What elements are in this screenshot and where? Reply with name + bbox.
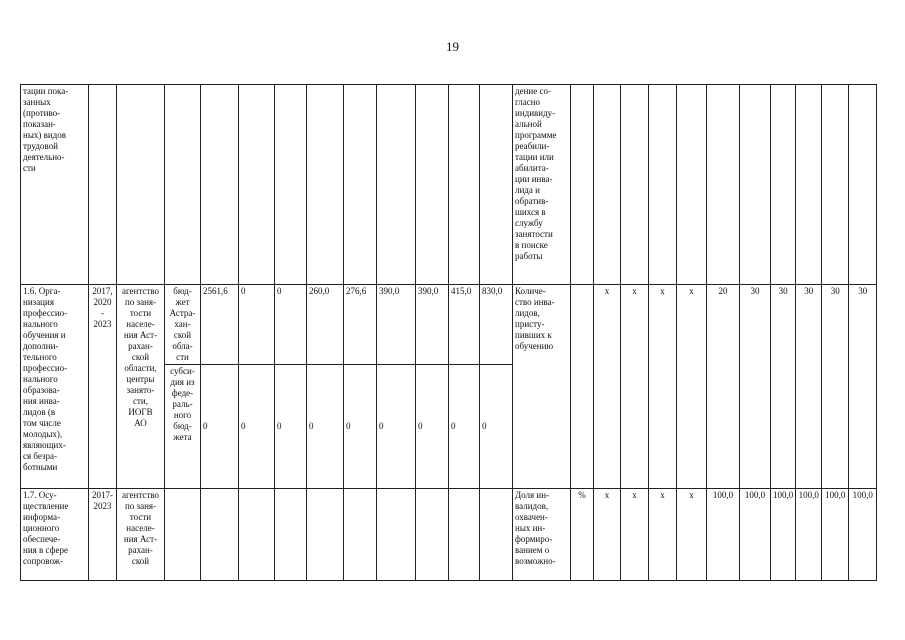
target-cell: x [677, 489, 707, 581]
funding-source-cell: бюд- жет Астра- хан- ской обла- сти [165, 285, 201, 365]
amount-cell: 830,0 [480, 285, 513, 365]
amount-cell: 390,0 [416, 285, 449, 365]
amount-cell: 0 [480, 365, 513, 489]
amount-cell: 0 [416, 365, 449, 489]
amount-cell: 390,0 [377, 285, 416, 365]
indicator-cell: Количе- ство инва- лидов, присту- пивших к обучению [513, 285, 571, 489]
target-cell: 100,0 [796, 489, 822, 581]
amount-cell: 0 [344, 365, 377, 489]
target-cell: 100,0 [740, 489, 771, 581]
amount-cell: 0 [377, 365, 416, 489]
target-cell: 30 [796, 285, 822, 489]
activity-name-cell: 1.6. Орга- низация профессио- нального обучения и дополни- тельного профессио- нального образова- ния инва- лидов (в том числе молодых), являющих- ся безра- ботными [21, 285, 89, 489]
unit-cell: % [571, 489, 594, 581]
target-cell: x [621, 285, 649, 489]
amount-cell: 0 [307, 365, 344, 489]
table-row-continuation [21, 85, 877, 285]
amount-cell: 0 [239, 285, 275, 365]
target-cell: 30 [849, 285, 877, 489]
target-cell: x [594, 489, 621, 581]
amount-cell: 415,0 [449, 285, 480, 365]
amount-cell: 0 [201, 365, 239, 489]
target-cell: x [621, 489, 649, 581]
indicator-cell: дение со- гласно индивиду- альной программе реабили- тации или абилита- ции инва- лида и обратив- шихся в службу занятости в поиске работы [513, 85, 571, 285]
activity-name-cell: 1.7. Осу- ществление информа- ционного обеспече- ния в сфере сопровож- [21, 489, 89, 581]
years-cell: 2017- 2023 [89, 489, 117, 581]
amount-cell: 260,0 [307, 285, 344, 365]
page-number: 19 [446, 39, 459, 54]
amount-cell: 2561,6 [201, 285, 239, 365]
target-cell: x [594, 285, 621, 489]
executor-cell: агентство по заня- тости населе- ния Аст- рахан- ской области, центры занято- сти, ИОГВ АО [117, 285, 165, 489]
indicator-cell: Доля ин- валидов, охвачен- ных ин- формиро- ванием о возможно- [513, 489, 571, 581]
target-cell: x [677, 285, 707, 489]
target-cell: 30 [822, 285, 849, 489]
target-cell: 100,0 [707, 489, 740, 581]
amount-cell: 276,6 [344, 285, 377, 365]
target-cell: x [649, 285, 677, 489]
table-row-1-6 [21, 285, 877, 365]
amount-cell: 0 [275, 285, 307, 365]
target-cell: 100,0 [771, 489, 796, 581]
amount-cell: 0 [275, 365, 307, 489]
amount-cell: 0 [239, 365, 275, 489]
amount-cell: 0 [449, 365, 480, 489]
target-cell: x [649, 489, 677, 581]
table-row-1-7 [21, 489, 877, 581]
unit-cell [571, 285, 594, 489]
target-cell: 100,0 [849, 489, 877, 581]
funding-source-cell: субси- дия из феде- раль- ного бюд- жета [165, 365, 201, 489]
executor-cell: агентство по заня- тости населе- ния Аст- рахан- ской [117, 489, 165, 581]
target-cell: 100,0 [822, 489, 849, 581]
target-cell: 30 [771, 285, 796, 489]
target-cell: 30 [740, 285, 771, 489]
program-table [20, 84, 877, 581]
activity-name-cell: тации пока- занных (противо- показан- ных) видов трудовой деятельно- сти [21, 85, 89, 285]
target-cell: 20 [707, 285, 740, 489]
years-cell: 2017, 2020 - 2023 [89, 285, 117, 489]
